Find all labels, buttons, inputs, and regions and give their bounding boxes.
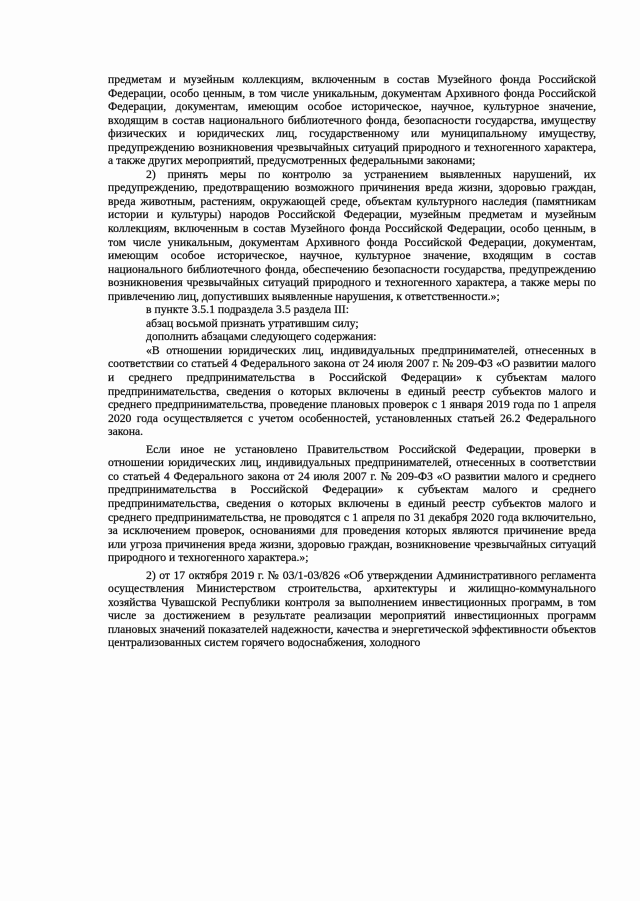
paragraph-point-3-5-1: в пункте 3.5.1 подраздела 3.5 раздела III: <box>146 303 350 317</box>
paragraph-quote-planned-checks: «В отношении юридических лиц, индивидуальных предпринимателей, отнесенных в соответствии со статьей 4 Федерального закона от 24 июля 2007 г. № 209-ФЗ «О развитии малого и среднего предпринимательства в Российской Федерации» к субъектам малого предпринимательства, сведения о которых включены в единый реестр субъектов малого и среднего предпринимательства, проведение плановых проверок с 1 января 2019 года по 1 апреля 2020 года осуществляется с учетом особенностей, установленных статьей 26.2 Федерального закона. <box>108 343 596 439</box>
paragraph-continuation: предметам и музейным коллекциям, включенным в состав Музейного фонда Российской Федерации, особо ценным, в том числе уникальным, документам Архивного фонда Российской Федерации, документам, имеющим особое историческое, научное, культурное значение, входящим в состав национального библиотечного фонда, безопасности государства, имуществу физических и юридических лиц, государственному или муниципальному имуществу, предупреждению возникновения чрезвычайных ситуаций природного и техногенного характера, а также других мероприятий, предусмотренных федеральными законами; <box>108 73 596 168</box>
paragraph-add-abzacy: дополнить абзацами следующего содержания: <box>146 330 377 344</box>
paragraph-order-826: 2) от 17 октября 2019 г. № 03/1-03/826 «Об утверждении Административного регламента осуществления Министерством строительства, архитектуры и жилищно-коммунального хозяйства Чувашской Республики контроля за выполнением инвестиционных программ, в том числе за достижением в результате реализации мероприятий инвестиционных программ плановых значений показателей надежности, качества и энергетической эффективности объектов централизованных систем горячего водоснабжения, холодного <box>108 568 596 650</box>
paragraph-abzac-8: абзац восьмой признать утратившим силу; <box>146 316 359 330</box>
paragraph-checks-exceptions: Если иное не установлено Правительством Российской Федерации, проверки в отношении юридических лиц, индивидуальных предпринимателей, отнесенных в соответствии со статьей 4 Федерального закона от 24 июля 2007 г. № 209-ФЗ «О развитии малого и среднего предпринимательства в Российской Федерации» к субъектам малого и среднего предпринимательства, сведения о которых включены в единый реестр субъектов малого и среднего предпринимательства, не проводятся с 1 апреля по 31 декабря 2020 года включительно, за исключением проверок, основаниями для проведения которых являются причинение вреда или угроза причинения вреда жизни, здоровью граждан, возникновение чрезвычайных ситуаций природного и техногенного характера.»; <box>108 442 596 565</box>
paragraph-item-2: 2) принять меры по контролю за устранением выявленных нарушений, их предупреждению, предотвращению возможного причинения вреда жизни, здоровью граждан, вреда животным, растениям, окружающей среде, объектам культурного наследия (памятникам истории и культуры) народов Российской Федерации, музейным предметам и музейным коллекциям, включенным в состав Музейного фонда Российской Федерации, особо ценным, в том числе уникальным, документам Архивного фонда Российской Федерации, документам, имеющим особое историческое, научное, культурное значение, входящим в состав национального библиотечного фонда, обеспечению безопасности государства, предупреждению возникновения чрезвычайных ситуаций природного и техногенного характера, а также меры по привлечению лиц, допустивших выявленные нарушения, к ответственности.»; <box>108 167 596 303</box>
document-body <box>108 73 596 650</box>
